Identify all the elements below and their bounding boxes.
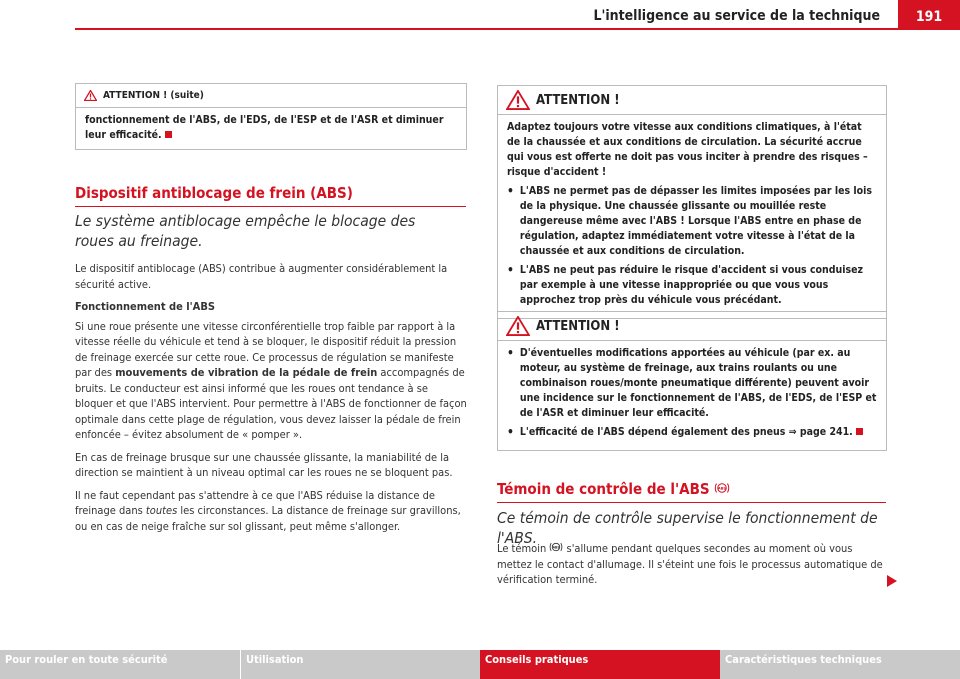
warning-text: Adaptez toujours votre vitesse aux conditions climatiques, à l'état de la chaussée et aux conditions de circulation. La sécurité accrue qui vous est offerte ne doit pas vous inciter à prendre des risques – risque d'accident ! — [507, 121, 868, 178]
warning-triangle-icon — [84, 90, 97, 101]
abs-warning-lamp-icon — [549, 541, 563, 553]
warning-box-2 — [497, 85, 887, 319]
paragraph: Il ne faut cependant pas s'attendre à ce que l'ABS réduise la distance de freinage dans toutes les circonstances. La distance de freinage sur gravillons, ou en cas de neige fraîche sur sol glissant, peut même s'allonger. — [75, 488, 461, 533]
paragraph: En cas de freinage brusque sur une chaussée glissante, la maniabilité de la direction se maintient à un niveau optimal car les roues ne se bloquent pas. — [75, 450, 453, 479]
warning-triangle-icon — [506, 90, 530, 110]
footer-tab-usage[interactable]: Utilisation — [240, 650, 480, 679]
footer-tab-technical-data[interactable]: Caractéristiques techniques — [720, 650, 960, 679]
next-page-arrow-icon[interactable] — [886, 574, 898, 588]
warning-box-3 — [497, 311, 887, 451]
end-mark-icon — [165, 131, 172, 138]
footer-nav — [0, 650, 960, 679]
abs-warning-lamp-icon — [714, 481, 730, 495]
warning-header — [498, 312, 886, 341]
svg-text:ABS: ABS — [552, 545, 560, 550]
section-body-abs-lamp — [497, 541, 887, 595]
warning-header — [76, 84, 466, 108]
header-rule — [75, 28, 960, 30]
subheading: Fonctionnement de l'ABS — [75, 300, 215, 313]
svg-text:ABS: ABS — [718, 486, 727, 491]
section-title-abs: Dispositif antiblocage de frein (ABS) — [75, 184, 466, 207]
page-link[interactable]: ⇒ page 241. — [788, 426, 853, 438]
end-mark-icon — [856, 428, 863, 435]
bullet-item: • L'ABS ne peut pas réduire le risque d'accident si vous conduisez par exemple à une vitesse inappropriée ou que vous vous approchez trop près du véhicule vous précédant. — [507, 263, 864, 306]
footer-tab-safety[interactable]: Pour rouler en toute sécurité — [0, 650, 240, 679]
bullet-item: • L'efficacité de l'ABS dépend également des pneus ⇒ page 241. — [507, 425, 878, 440]
warning-header — [498, 86, 886, 115]
page-number: 191 — [898, 0, 960, 30]
warning-title: ATTENTION ! — [536, 318, 620, 334]
warning-box-continued — [75, 83, 467, 150]
bullet-item: • L'ABS ne permet pas de dépasser les limites imposées par les lois de la physique. Une chaussée glissante ou mouillée reste dangereuse même avec l'ABS ! Lorsque l'ABS entre en phase de régulation, adaptez immédiatement votre vitesse à l'état de la chaussée et aux conditions de circulation. — [507, 184, 872, 257]
section-body-abs — [75, 261, 467, 541]
warning-text: fonctionnement de l'ABS, de l'EDS, de l'ESP et de l'ASR et diminuer leur efficacité. — [85, 114, 444, 141]
warning-title: ATTENTION ! — [536, 92, 620, 108]
section-lead-abs-lamp: Ce témoin de contrôle supervise le fonctionnement de l'ABS. — [497, 509, 878, 547]
paragraph: Le témoin ABS s'allume pendant quelques secondes au moment où vous mettez le contact d'allumage. Il s'éteint une fois le processus automatique de vérification terminé. — [497, 542, 883, 586]
section-lead-abs: Le système antiblocage empêche le blocage des roues au freinage. — [75, 212, 416, 250]
warning-triangle-icon — [506, 316, 530, 336]
paragraph: Si une roue présente une vitesse circonférentielle trop faible par rapport à la vitesse réelle du véhicule et tend à se bloquer, le dispositif réduit la pression de freinage exercée sur cette roue. Ce processus de régulation se manifeste par des mouvements de vibration de la pédale de frein accompagnés de bruits. Le conducteur est ainsi informé que les roues ont tendance à se bloquer et que l'ABS intervient. Pour permettre à l'ABS de fonctionner de façon optimale dans cette plage de régulation, vous devez laisser la pédale de frein enfoncée – évitez absolument de « pomper ». — [75, 319, 467, 441]
footer-tab-practical-tips[interactable]: Conseils pratiques — [480, 650, 720, 679]
header-title: L'intelligence au service de la technique — [593, 8, 880, 24]
bullet-item: • D'éventuelles modifications apportées au véhicule (par ex. au moteur, au système de freinage, aux trains roulants ou une combinaison roues/monte pneumatique différente) peuvent avoir une incidence sur le fonctionnement de l'ABS, de l'EDS, de l'ESP et de l'ASR et diminuer leur efficacité. — [507, 346, 877, 419]
paragraph: Le dispositif antiblocage (ABS) contribue à augmenter considérablement la sécurité active. — [75, 262, 448, 291]
section-title-abs-lamp: Témoin de contrôle de l'ABS ABS — [497, 480, 886, 503]
warning-title: ATTENTION ! (suite) — [103, 90, 204, 101]
